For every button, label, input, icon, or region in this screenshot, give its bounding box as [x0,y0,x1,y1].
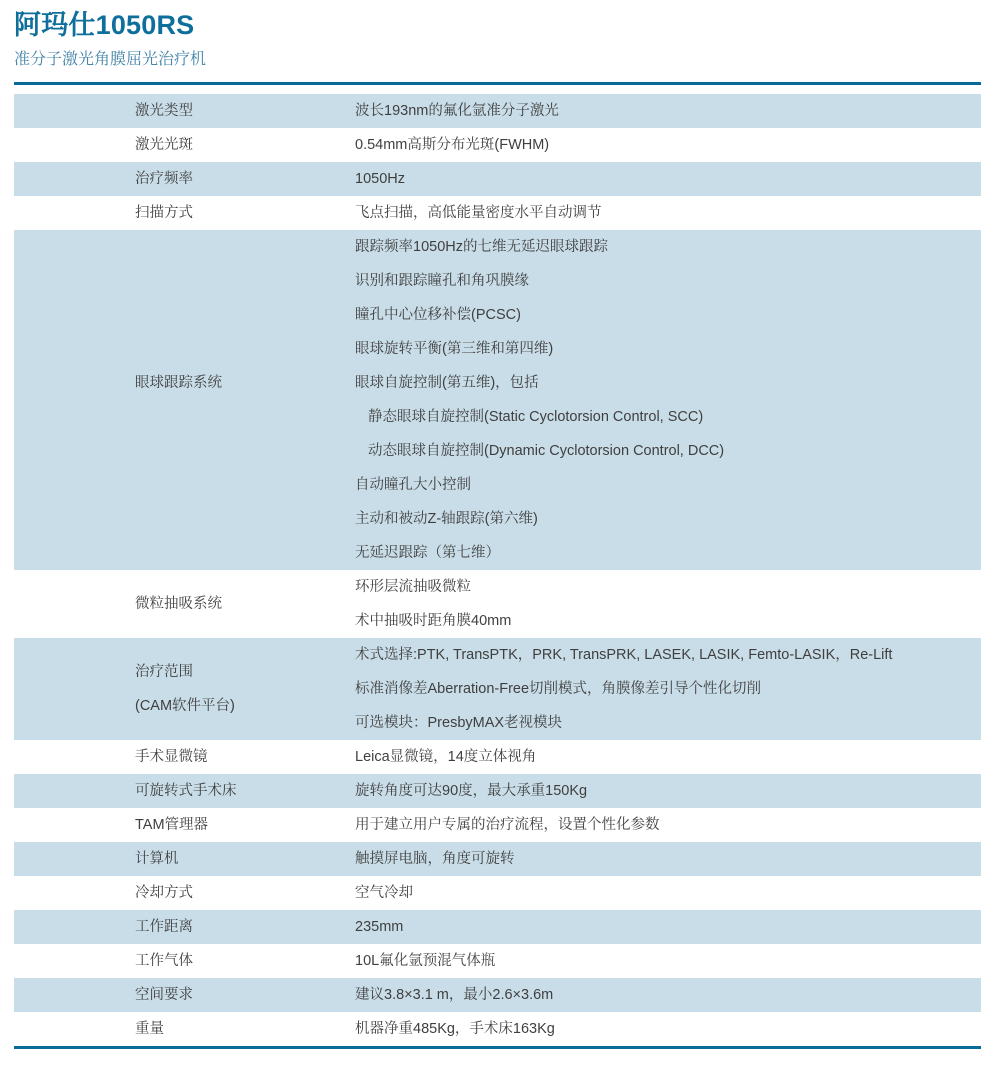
spec-value [355,638,981,740]
spec-label-text: 扫描方式 [135,205,193,222]
spec-value-text: 用于建立用户专属的治疗流程，设置个性化参数 [355,817,660,834]
spec-value [355,1012,981,1046]
spec-row [14,1012,981,1046]
spec-value-text: 静态眼球自旋控制(Static Cyclotorsion Control, SCC) [368,409,704,426]
spec-label [14,162,355,196]
spec-label [14,740,355,774]
spec-value [355,128,981,162]
header [0,0,994,69]
spec-value-text: 0.54mm高斯分布光斑(FWHM) [355,137,550,154]
spec-value [355,774,981,808]
spec-label-text: TAM管理器 [135,817,209,834]
spec-label [14,570,355,638]
spec-row [14,910,981,944]
spec-label-text: 激光光斑 [135,137,193,154]
spec-label-text: 计算机 [135,851,179,868]
spec-label [14,842,355,876]
spec-value-text: 眼球自旋控制(第五维)，包括 [355,375,539,392]
spec-value-text: 无延迟跟踪（第七维） [355,545,500,562]
spec-row [14,842,981,876]
spec-value-text: 空气冷却 [355,885,413,902]
spec-row [14,638,981,740]
spec-label-text: 可旋转式手术床 [135,783,237,800]
spec-label-text: 重量 [135,1021,164,1038]
spec-row [14,196,981,230]
spec-row [14,162,981,196]
spec-value [355,842,981,876]
spec-value-text: Leica显微镜，14度立体视角 [355,749,537,766]
spec-value-text: 环形层流抽吸微粒 [355,579,471,596]
spec-value [355,808,981,842]
spec-value-text: 术式选择:PTK, TransPTK，PRK, TransPRK, LASEK, LASIK, Femto-LASIK，Re-Lift [355,647,893,664]
spec-label-text: 眼球跟踪系统 [135,375,222,392]
spec-label [14,978,355,1012]
spec-label-text: 空间要求 [135,987,193,1004]
spec-label [14,1012,355,1046]
spec-label [14,128,355,162]
spec-label-text: 冷却方式 [135,885,193,902]
spec-value [355,978,981,1012]
spec-label [14,638,355,740]
spec-value [355,740,981,774]
spec-value-text: 动态眼球自旋控制(Dynamic Cyclotorsion Control, DCC) [368,443,725,460]
spec-row [14,876,981,910]
spec-value-text: 可选模块：PresbyMAX老视模块 [355,715,563,732]
spec-row [14,774,981,808]
spec-value-text: 识别和跟踪瞳孔和角巩膜缘 [355,273,529,290]
spec-value-text: 机器净重485Kg，手术床163Kg [355,1021,555,1038]
spec-row [14,740,981,774]
spec-label-text: 治疗范围 [135,664,193,681]
spec-value-text: 跟踪频率1050Hz的七维无延迟眼球跟踪 [355,239,608,256]
spec-label [14,94,355,128]
spec-label-text: 工作距离 [135,919,193,936]
spec-label [14,876,355,910]
spec-value [355,230,981,570]
spec-value-text: 瞳孔中心位移补偿(PCSC) [355,307,521,324]
spec-label [14,774,355,808]
spec-value-text: 波长193nm的氟化氩准分子激光 [355,103,559,120]
spec-label [14,910,355,944]
spec-label [14,944,355,978]
spec-label-text: (CAM软件平台) [135,698,235,715]
spec-value-text: 术中抽吸时距角膜40mm [355,613,512,630]
spec-value [355,876,981,910]
spec-label [14,808,355,842]
spec-value [355,94,981,128]
spec-row [14,128,981,162]
spec-label-text: 工作气体 [135,953,193,970]
spec-value-text: 1050Hz [355,171,405,188]
spec-value [355,162,981,196]
spec-row [14,94,981,128]
spec-value-text: 飞点扫描，高低能量密度水平自动调节 [355,205,602,222]
spec-row [14,808,981,842]
bottom-divider [14,1046,981,1049]
spec-value-text: 自动瞳孔大小控制 [355,477,471,494]
page-title: 阿玛仕1050RS [14,10,195,40]
spec-value-text: 旋转角度可达90度，最大承重150Kg [355,783,588,800]
spec-row [14,230,981,570]
spec-value-text: 标准消像差Aberration-Free切削模式，角膜像差引导个性化切削 [355,681,762,698]
spec-value [355,910,981,944]
spec-label-text: 手术显微镜 [135,749,208,766]
spec-value [355,570,981,638]
spec-row [14,978,981,1012]
spec-value-text: 主动和被动Z-轴跟踪(第六维) [355,511,538,528]
page-subtitle: 准分子激光角膜屈光治疗机 [14,51,207,69]
spec-label-text: 微粒抽吸系统 [135,596,222,613]
top-divider [14,82,981,85]
spec-value-text: 235mm [355,919,404,936]
spec-value-text: 眼球旋转平衡(第三维和第四维) [355,341,554,358]
spec-row [14,570,981,638]
spec-value-text: 触摸屏电脑，角度可旋转 [355,851,515,868]
spec-value [355,944,981,978]
spec-value [355,196,981,230]
spec-row [14,944,981,978]
spec-label [14,230,355,570]
spec-label [14,196,355,230]
spec-label-text: 激光类型 [135,103,193,120]
spec-value-text: 建议3.8×3.1 m，最小2.6×3.6m [355,987,554,1004]
spec-label-text: 治疗频率 [135,171,193,188]
spec-table [14,94,981,1046]
spec-value-text: 10L氟化氩预混气体瓶 [355,953,496,970]
